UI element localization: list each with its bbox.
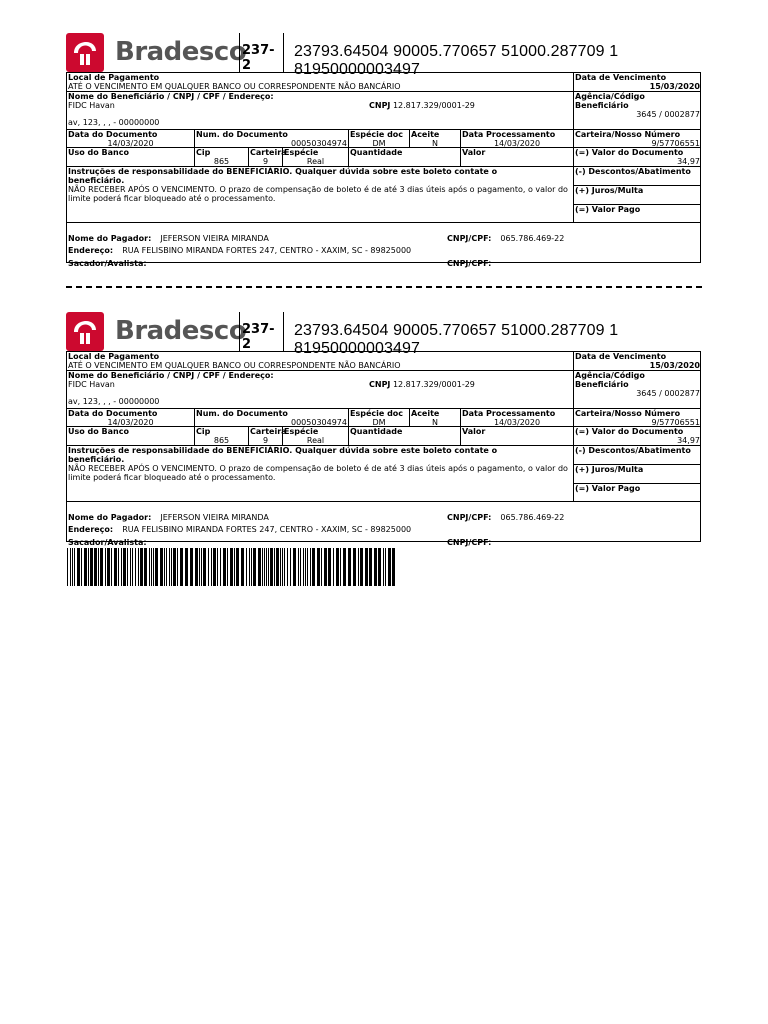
instrucoes-text: NÃO RECEBER APÓS O VENCIMENTO. O prazo de compensação de boleto é de até 3 dias úteis após o pagamento, o valor do limite poderá ficar bloqueado até o processamento.	[68, 464, 568, 482]
boleto-slip-2	[66, 312, 701, 547]
aceite-label: Aceite	[411, 409, 440, 418]
especie-doc-value: DM	[372, 139, 386, 148]
especie-label: Espécie	[284, 148, 319, 157]
especie-doc-label: Espécie doc	[350, 409, 404, 418]
carteira-value: 9	[262, 157, 269, 166]
descontos-label: (-) Descontos/Abatimento	[575, 446, 691, 455]
uso-banco-cell	[67, 148, 195, 167]
digitable-line: 23793.64504 90005.770657 51000.287709 1 81950000003497	[294, 322, 619, 357]
especie-doc-value: DM	[372, 418, 386, 427]
carteira-cell	[249, 427, 287, 446]
cnpj-label: CNPJ	[369, 380, 391, 389]
instrucoes-label: Instruções de responsabilidade do BENEFICIÁRIO. Qualquer dúvida sobre este boleto contate o beneficiário.	[68, 446, 498, 464]
descontos-cell	[574, 446, 701, 465]
cip-label: Cip	[196, 148, 211, 157]
boleto-slip-1	[66, 33, 701, 268]
especie-cell	[283, 148, 349, 167]
valor-documento-value: 34,97	[677, 157, 700, 166]
instrucoes-cell	[67, 167, 574, 223]
agencia-value: 3645 / 0002877	[636, 389, 700, 398]
vencimento-label: Data de Vencimento	[575, 73, 667, 82]
vencimento-cell	[574, 352, 701, 371]
bank-code: 237-2	[239, 33, 284, 73]
pagador-cpf-row	[447, 505, 564, 524]
agencia-label: Agência/Código Beneficiário	[575, 371, 645, 389]
aceite-value: N	[432, 139, 438, 148]
endereco-label: Endereço:	[68, 246, 114, 255]
num-documento-cell	[195, 409, 349, 427]
carteira-cell	[249, 148, 287, 167]
cip-cell	[195, 427, 249, 446]
cip-cell	[195, 148, 249, 167]
beneficiario-cnpj-row	[369, 380, 475, 389]
data-documento-cell	[67, 409, 195, 427]
quantidade-label: Quantidade	[350, 427, 403, 436]
uso-banco-cell	[67, 427, 195, 446]
beneficiario-cnpj: 12.817.329/0001-29	[392, 101, 475, 110]
pagador-name: JEFERSON VIEIRA MIRANDA	[160, 234, 269, 243]
local-pagamento-cell	[67, 73, 574, 92]
num-documento-label: Num. do Documento	[196, 130, 288, 139]
pagador-label: Nome do Pagador:	[68, 513, 152, 522]
pagador-block	[67, 223, 701, 268]
beneficiario-name: FIDC Havan	[68, 101, 115, 110]
local-pagamento-value: ATÉ O VENCIMENTO EM QUALQUER BANCO OU CORRESPONDENTE NÃO BANCÁRIO	[68, 361, 401, 370]
bank-name: Bradesco	[115, 37, 247, 67]
beneficiario-cnpj: 12.817.329/0001-29	[392, 380, 475, 389]
valor-documento-cell	[574, 148, 701, 167]
especie-doc-cell	[349, 130, 410, 148]
valor-cell	[461, 427, 574, 446]
sacador-cpf-label: CNPJ/CPF:	[447, 259, 492, 268]
nosso-numero-cell	[574, 130, 701, 148]
bank-logo	[66, 312, 247, 351]
carteira-label: Carteira	[250, 427, 287, 436]
beneficiario-cell	[67, 92, 574, 130]
especie-label: Espécie	[284, 427, 319, 436]
valor-cell	[461, 148, 574, 167]
num-documento-cell	[195, 130, 349, 148]
pagador-name: JEFERSON VIEIRA MIRANDA	[160, 513, 269, 522]
instrucoes-cell	[67, 446, 574, 502]
boleto-grid	[66, 352, 701, 547]
descontos-cell	[574, 167, 701, 186]
valor-label: Valor	[462, 427, 486, 436]
quantidade-label: Quantidade	[350, 148, 403, 157]
data-documento-label: Data do Documento	[68, 130, 158, 139]
data-processamento-label: Data Processamento	[462, 409, 556, 418]
especie-cell	[283, 427, 349, 446]
valor-pago-cell	[574, 205, 701, 223]
vencimento-cell	[574, 73, 701, 92]
endereco-label: Endereço:	[68, 525, 114, 534]
pagador-block	[67, 502, 701, 547]
data-processamento-value: 14/03/2020	[493, 418, 541, 427]
sacador-row	[68, 251, 147, 270]
juros-label: (+) Juros/Multa	[575, 186, 644, 195]
agencia-label: Agência/Código Beneficiário	[575, 92, 645, 110]
juros-label: (+) Juros/Multa	[575, 465, 644, 474]
agencia-cell	[574, 371, 701, 409]
descontos-label: (-) Descontos/Abatimento	[575, 167, 691, 176]
local-pagamento-label: Local de Pagamento	[68, 352, 160, 361]
aceite-label: Aceite	[411, 130, 440, 139]
local-pagamento-label: Local de Pagamento	[68, 73, 160, 82]
beneficiario-cell	[67, 371, 574, 409]
data-documento-cell	[67, 130, 195, 148]
uso-banco-label: Uso do Banco	[68, 427, 129, 436]
especie-doc-cell	[349, 409, 410, 427]
juros-cell	[574, 465, 701, 484]
bradesco-logo-icon	[66, 33, 104, 72]
valor-documento-label: (=) Valor do Documento	[575, 427, 684, 436]
local-pagamento-cell	[67, 352, 574, 371]
data-processamento-value: 14/03/2020	[493, 139, 541, 148]
especie-doc-label: Espécie doc	[350, 130, 404, 139]
data-processamento-label: Data Processamento	[462, 130, 556, 139]
juros-cell	[574, 186, 701, 205]
valor-pago-cell	[574, 484, 701, 502]
cut-line	[66, 286, 702, 288]
num-documento-value: 00050304974	[291, 139, 347, 148]
pagador-cpf: 065.786.469-22	[500, 234, 565, 243]
beneficiario-address: av, 123, , , - 00000000	[68, 397, 160, 406]
data-documento-label: Data do Documento	[68, 409, 158, 418]
data-documento-value: 14/03/2020	[107, 418, 154, 427]
cip-label: Cip	[196, 427, 211, 436]
data-documento-value: 14/03/2020	[107, 139, 154, 148]
beneficiario-label: Nome do Beneficiário / CNPJ / CPF / Endereço:	[68, 92, 274, 101]
nosso-numero-label: Carteira/Nosso Número	[575, 409, 681, 418]
valor-label: Valor	[462, 148, 486, 157]
pagador-endereco: RUA FELISBINO MIRANDA FORTES 247, CENTRO - XAXIM, SC - 89825000	[122, 246, 412, 255]
beneficiario-label: Nome do Beneficiário / CNPJ / CPF / Endereço:	[68, 371, 274, 380]
nosso-numero-label: Carteira/Nosso Número	[575, 130, 681, 139]
carteira-value: 9	[262, 436, 269, 445]
boleto-grid	[66, 73, 701, 268]
instrucoes-label: Instruções de responsabilidade do BENEFICIÁRIO. Qualquer dúvida sobre este boleto contate o beneficiário.	[68, 167, 498, 185]
valor-documento-cell	[574, 427, 701, 446]
data-processamento-cell	[461, 130, 574, 148]
nosso-numero-value: 9/57706551	[651, 418, 700, 427]
pagador-cpf-label: CNPJ/CPF:	[447, 513, 492, 522]
bank-logo	[66, 33, 247, 72]
aceite-cell	[410, 409, 461, 427]
aceite-value: N	[432, 418, 438, 427]
carteira-label: Carteira	[250, 148, 287, 157]
aceite-cell	[410, 130, 461, 148]
digitable-line: 23793.64504 90005.770657 51000.287709 1 81950000003497	[294, 43, 619, 78]
especie-value: Real	[306, 436, 325, 445]
cip-value: 865	[213, 157, 230, 166]
bank-name: Bradesco	[115, 316, 247, 346]
beneficiario-name: FIDC Havan	[68, 380, 115, 389]
pagador-endereco: RUA FELISBINO MIRANDA FORTES 247, CENTRO - XAXIM, SC - 89825000	[122, 525, 412, 534]
especie-value: Real	[306, 157, 325, 166]
bradesco-logo-icon	[66, 312, 104, 351]
cip-value: 865	[213, 436, 230, 445]
local-pagamento-value: ATÉ O VENCIMENTO EM QUALQUER BANCO OU CORRESPONDENTE NÃO BANCÁRIO	[68, 82, 401, 91]
pagador-label: Nome do Pagador:	[68, 234, 152, 243]
pagador-cpf: 065.786.469-22	[500, 513, 565, 522]
sacador-row	[68, 530, 147, 549]
instrucoes-text: NÃO RECEBER APÓS O VENCIMENTO. O prazo de compensação de boleto é de até 3 dias úteis após o pagamento, o valor do limite poderá ficar bloqueado até o processamento.	[68, 185, 568, 203]
valor-pago-label: (=) Valor Pago	[575, 205, 641, 214]
nosso-numero-value: 9/57706551	[651, 139, 700, 148]
num-documento-value: 00050304974	[291, 418, 347, 427]
sacador-label: Sacador/Avalista:	[68, 538, 147, 547]
pagador-cpf-row	[447, 226, 564, 245]
quantidade-cell	[349, 427, 461, 446]
data-processamento-cell	[461, 409, 574, 427]
sacador-label: Sacador/Avalista:	[68, 259, 147, 268]
sacador-cpf-row	[447, 530, 491, 549]
sacador-cpf-row	[447, 251, 491, 270]
valor-documento-label: (=) Valor do Documento	[575, 148, 684, 157]
vencimento-label: Data de Vencimento	[575, 352, 667, 361]
nosso-numero-cell	[574, 409, 701, 427]
quantidade-cell	[349, 148, 461, 167]
vencimento-value: 15/03/2020	[649, 82, 700, 91]
num-documento-label: Num. do Documento	[196, 409, 288, 418]
cnpj-label: CNPJ	[369, 101, 391, 110]
barcode	[67, 548, 395, 586]
beneficiario-cnpj-row	[369, 101, 475, 110]
uso-banco-label: Uso do Banco	[68, 148, 129, 157]
agencia-value: 3645 / 0002877	[636, 110, 700, 119]
beneficiario-address: av, 123, , , - 00000000	[68, 118, 160, 127]
bank-code: 237-2	[239, 312, 284, 352]
pagador-cpf-label: CNPJ/CPF:	[447, 234, 492, 243]
valor-pago-label: (=) Valor Pago	[575, 484, 641, 493]
agencia-cell	[574, 92, 701, 130]
sacador-cpf-label: CNPJ/CPF:	[447, 538, 492, 547]
valor-documento-value: 34,97	[677, 436, 700, 445]
vencimento-value: 15/03/2020	[649, 361, 700, 370]
